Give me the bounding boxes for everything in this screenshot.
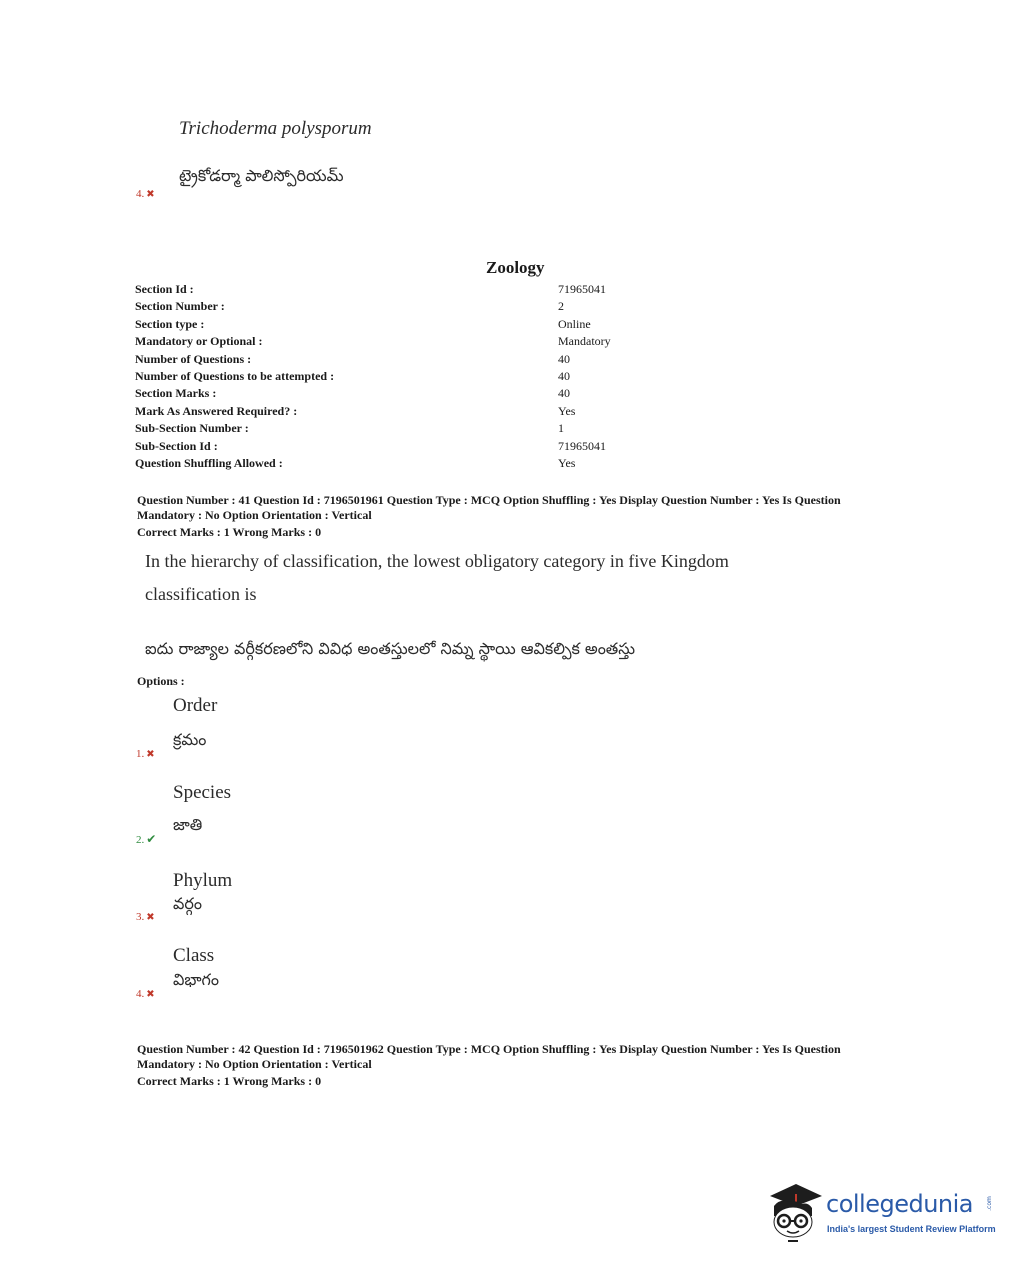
wrong-mark-icon: ✖ bbox=[146, 189, 155, 200]
option-1-number bbox=[136, 748, 155, 760]
meta-value: 1 bbox=[558, 421, 564, 435]
meta-value: Mandatory bbox=[558, 334, 611, 348]
meta-label: Sub-Section Number : bbox=[135, 421, 249, 435]
meta-label: Mark As Answered Required? : bbox=[135, 404, 298, 418]
meta-value: 40 bbox=[558, 386, 570, 400]
wrong-mark-icon: ✖ bbox=[146, 749, 155, 760]
meta-label: Mandatory or Optional : bbox=[135, 334, 263, 348]
meta-label: Section type : bbox=[135, 317, 205, 331]
option-1-english: Order bbox=[173, 695, 218, 716]
meta-label: Sub-Section Id : bbox=[135, 439, 218, 453]
meta-value: 2 bbox=[558, 299, 564, 313]
wrong-mark-icon: ✖ bbox=[146, 912, 155, 923]
q42-header bbox=[137, 1042, 897, 1072]
meta-label: Section Number : bbox=[135, 299, 225, 313]
logo-tagline: India's largest Student Review Platform bbox=[827, 1224, 996, 1234]
q41-header-line1: Question Number : 41 Question Id : 7196501961 Question Type : MCQ Option Shuffling : Yes Display Question Number : Yes Is Question bbox=[137, 493, 841, 507]
option-number-text: 3. bbox=[136, 911, 145, 923]
option-4-telugu: విభాగం bbox=[173, 970, 219, 989]
meta-value: 40 bbox=[558, 352, 570, 366]
option-number-text: 4. bbox=[136, 988, 145, 1000]
student-mascot-icon bbox=[766, 1176, 824, 1246]
meta-value: Yes bbox=[558, 404, 576, 418]
option-1-telugu: క్రమం bbox=[173, 730, 207, 749]
meta-label: Section Marks : bbox=[135, 386, 217, 400]
prev-option-telugu: ట్రైకోడర్మా పాలిస్పోరియమ్ bbox=[179, 166, 344, 185]
meta-value: Yes bbox=[558, 456, 576, 470]
q42-header-line2: Mandatory : No Option Orientation : Vertical bbox=[137, 1057, 372, 1071]
option-3-english: Phylum bbox=[173, 870, 233, 891]
q42-marks: Correct Marks : 1 Wrong Marks : 0 bbox=[137, 1074, 322, 1088]
meta-label: Number of Questions to be attempted : bbox=[135, 369, 335, 383]
option-number-text: 4. bbox=[136, 188, 145, 200]
option-2-number bbox=[136, 832, 156, 846]
prev-option-english: Trichoderma polysporum bbox=[179, 118, 372, 139]
q41-header bbox=[137, 493, 897, 523]
option-number-text: 2. bbox=[136, 834, 145, 846]
option-number-text: 1. bbox=[136, 748, 145, 760]
q41-marks: Correct Marks : 1 Wrong Marks : 0 bbox=[137, 525, 322, 539]
option-4-number bbox=[136, 988, 155, 1000]
meta-value: Online bbox=[558, 317, 591, 331]
meta-label: Section Id : bbox=[135, 282, 194, 296]
collegedunia-logo bbox=[766, 1176, 996, 1246]
logo-wordmark: collegedunia bbox=[826, 1190, 974, 1218]
option-4-english: Class bbox=[173, 945, 215, 966]
prev-option-number bbox=[136, 188, 155, 200]
option-2-english: Species bbox=[173, 782, 232, 803]
meta-label: Question Shuffling Allowed : bbox=[135, 456, 283, 470]
wrong-mark-icon: ✖ bbox=[146, 989, 155, 1000]
meta-label: Number of Questions : bbox=[135, 352, 252, 366]
q41-text-english-line1: In the hierarchy of classification, the lowest obligatory category in five Kingdom bbox=[145, 551, 729, 571]
meta-value: 71965041 bbox=[558, 439, 606, 453]
option-3-telugu: వర్గం bbox=[173, 894, 202, 913]
options-label: Options : bbox=[137, 674, 185, 688]
meta-value: 40 bbox=[558, 369, 570, 383]
q42-header-line1: Question Number : 42 Question Id : 7196501962 Question Type : MCQ Option Shuffling : Yes Display Question Number : Yes Is Question bbox=[137, 1042, 841, 1056]
option-3-number bbox=[136, 911, 155, 923]
meta-value: 71965041 bbox=[558, 282, 606, 296]
q41-header-line2: Mandatory : No Option Orientation : Vertical bbox=[137, 508, 372, 522]
correct-check-icon: ✔ bbox=[146, 832, 157, 846]
q41-text-english-line2: classification is bbox=[145, 584, 257, 604]
section-title: Zoology bbox=[486, 258, 545, 277]
q41-text-telugu: ఐదు రాజ్యాల వర్గీకరణలోని వివిధ అంతస్తులలో నిమ్న స్థాయి ఆవికల్పిక అంతస్తు bbox=[145, 639, 636, 658]
option-2-telugu: జాతి bbox=[173, 815, 203, 834]
logo-com: .com bbox=[985, 1196, 993, 1211]
